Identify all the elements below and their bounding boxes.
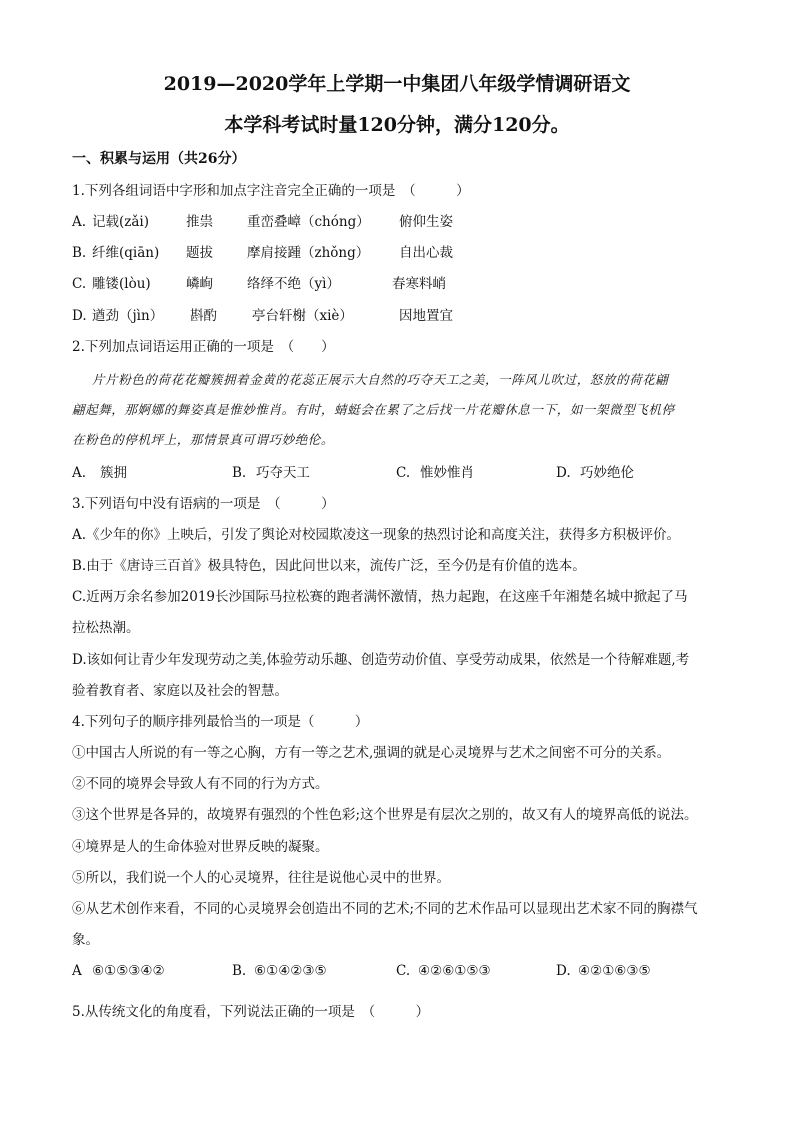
- question-4-line: ④境界是人的生命体验对世界反映的凝聚。: [72, 839, 329, 855]
- question-3-line: C.近两万余名参加2019长沙国际马拉松赛的跑者满怀激情，热力起跑，在这座千年湘楚名城中掀起了马: [72, 589, 688, 605]
- question-2-stem: 2.下列加点词语运用正确的一项是 （ ）: [72, 339, 335, 355]
- option-label: B.: [232, 963, 247, 979]
- question-4-stem: 4.下列句子的顺序排列最恰当的一项是（ ）: [72, 714, 369, 730]
- option-word: 络绎不绝（yì）: [247, 276, 340, 292]
- question-2-passage-line: 在粉色的停机坪上，那情景真可谓巧妙绝伦。: [72, 432, 335, 447]
- option-word: 遒劲（jìn）: [92, 308, 164, 324]
- question-2-passage-line: 片片粉色的荷花花瓣簇拥着金黄的花蕊正展示大自然的巧夺天工之美，一阵风儿吹过，怒放的荷花翩: [92, 372, 669, 387]
- question-3-line: 验着教育者、家庭以及社会的智慧。: [72, 683, 288, 699]
- option-word: 因地置宜: [399, 308, 453, 324]
- section-heading: 一、积累与运用（共26分）: [72, 151, 246, 167]
- option-word: 亭台轩榭（xiè）: [252, 308, 353, 324]
- option-label: D.: [72, 308, 87, 324]
- question-3-line: A.《少年的你》上映后，引发了舆论对校园欺凌这一现象的热烈讨论和高度关注，获得多方积极评价。: [72, 527, 681, 543]
- question-3-line: B.由于《唐诗三百首》极具特色，因此问世以来，流传广泛，至今仍是有价值的选本。: [72, 558, 586, 574]
- option-text: 簇拥: [100, 465, 127, 481]
- option-word: 纤维(qiān): [92, 245, 160, 261]
- option-word: 俯仰生姿: [399, 214, 453, 230]
- option-word: 题拔: [186, 245, 213, 261]
- question-5-stem: 5.从传统文化的角度看，下列说法正确的一项是 （ ）: [72, 1004, 430, 1020]
- option-text: 巧夺天工: [256, 465, 310, 481]
- option-text: 巧妙绝伦: [580, 465, 634, 481]
- option-word: 雕镂(lòu): [92, 276, 151, 292]
- option-label: D.: [556, 963, 571, 979]
- option-word: 嶙峋: [186, 276, 213, 292]
- option-text: ⑥①⑤③④②: [92, 963, 165, 979]
- option-label: D.: [556, 465, 571, 481]
- option-label: A.: [72, 214, 87, 230]
- option-word: 重峦叠嶂（chóng）: [247, 214, 370, 230]
- option-word: 推祟: [186, 214, 213, 230]
- question-4-line: 象。: [72, 932, 99, 948]
- option-word: 春寒料峭: [392, 276, 446, 292]
- question-4-line: ⑥从艺术创作来看，不同的心灵境界会创造出不同的艺术;不同的艺术作品可以显现出艺术家不同的胸襟气: [72, 901, 698, 917]
- option-text: ④②⑥①⑤③: [418, 963, 491, 979]
- question-3-stem: 3.下列语句中没有语病的一项是 （ ）: [72, 496, 335, 512]
- question-4-line: ①中国古人所说的有一等之心胸，方有一等之艺术,强调的就是心灵境界与艺术之间密不可分的关系。: [72, 745, 671, 761]
- exam-title: 2019—2020学年上学期一中集团八年级学情调研语文: [163, 73, 631, 95]
- exam-subtitle: 本学科考试时量120分钟，满分120分。: [224, 114, 570, 136]
- question-3-line: D.该如何让青少年发现劳动之美,体验劳动乐趣、创造劳动价值、享受劳动成果，依然是一个待解难题,考: [72, 652, 690, 668]
- option-text: 惟妙惟肖: [420, 465, 474, 481]
- option-word: 记载(zǎi): [92, 214, 150, 230]
- option-text: ④②①⑥③⑤: [578, 963, 651, 979]
- option-word: 自出心裁: [399, 245, 453, 261]
- question-4-line: ⑤所以，我们说一个人的心灵境界，往往是说他心灵中的世界。: [72, 870, 450, 886]
- option-label: C.: [72, 276, 87, 292]
- option-text: ⑥①④②③⑤: [254, 963, 327, 979]
- option-label: A.: [72, 465, 87, 481]
- question-4-line: ②不同的境界会导致人有不同的行为方式。: [72, 776, 329, 792]
- option-label: A: [72, 963, 82, 979]
- option-word: 斟酌: [190, 308, 217, 324]
- question-1-stem: 1.下列各组词语中字形和加点字注音完全正确的一项是 （ ）: [72, 183, 470, 199]
- option-label: C.: [396, 465, 411, 481]
- question-3-line: 拉松热潮。: [72, 620, 140, 636]
- option-label: B.: [232, 465, 247, 481]
- option-label: C.: [396, 963, 411, 979]
- option-word: 摩肩接踵（zhǒng）: [247, 245, 370, 261]
- question-2-passage-line: 翩起舞，那婀娜的舞姿真是惟妙惟肖。有时，蜻蜓会在累了之后找一片花瓣休息一下，如一架微型飞机停: [72, 402, 675, 417]
- question-4-line: ③这个世界是各异的，故境界有强烈的个性色彩;这个世界是有层次之别的，故又有人的境界高低的说法。: [72, 807, 698, 823]
- option-label: B.: [72, 245, 87, 261]
